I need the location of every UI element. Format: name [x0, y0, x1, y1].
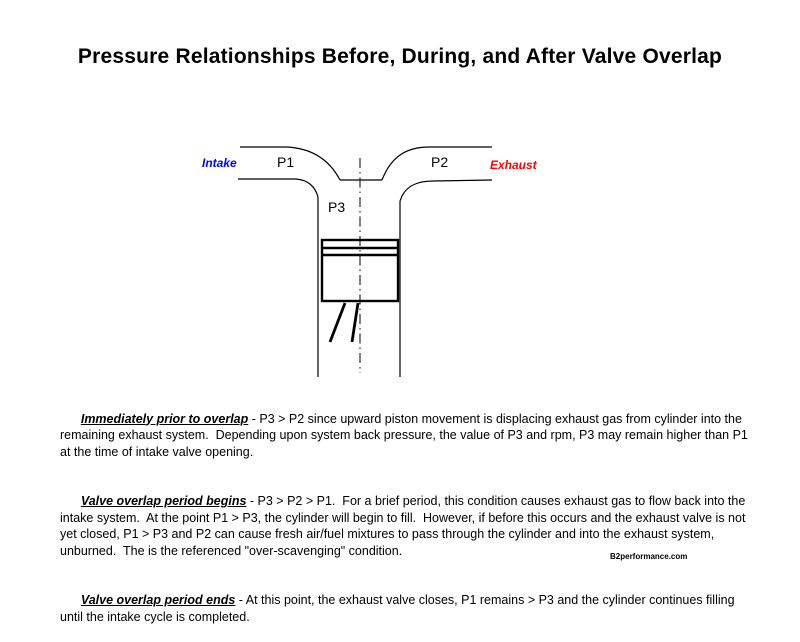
- slide-title: Pressure Relationships Before, During, and After Valve Overlap: [77, 45, 723, 68]
- connecting-rod-right-edge: [352, 303, 358, 342]
- footer-credit: B2performance.com: [610, 552, 688, 561]
- intake-port-lower-line: [238, 179, 318, 197]
- intake-label: Intake: [202, 156, 237, 170]
- paragraph-body: - P3 > P2 > P1. For a brief period, this condition causes exhaust gas to flow back into the intake system. At the point P1 > P3, the cylinder will begin to fill. However, if before this occurs and the exhaust valve is not yet closed, P1 > P3 and P2 can cause fresh air/fuel mixtures to pass through the cylinder and into the exhaust system, unburned. The is the referenced "over-scavenging" condition.: [60, 494, 749, 558]
- p1-label: P1: [277, 154, 295, 170]
- connecting-rod-left-edge: [330, 303, 345, 342]
- paragraph-prior-to-overlap: [60, 394, 750, 477]
- paragraph-heading: Valve overlap period ends: [80, 593, 236, 607]
- paragraph-heading: Valve overlap period begins: [80, 494, 247, 508]
- paragraph-body: - At this point, the exhaust valve closes, P1 remains > P3 and the cylinder continues filling until the intake cycle is completed.: [60, 593, 739, 624]
- exhaust-port-lower-line: [400, 180, 492, 201]
- p3-label: P3: [328, 199, 346, 215]
- explanation-text: [60, 394, 750, 642]
- exhaust-label: Exhaust: [490, 158, 537, 172]
- paragraph-heading: Immediately prior to overlap: [80, 411, 249, 426]
- paragraph-body: - P3 > P2 since upward piston movement is displacing exhaust gas from cylinder into the remaining exhaust system. Depending upon system back pressure, the value of P3 and rpm, P3 may remain higher than P1 at the time of intake valve opening.: [60, 411, 752, 459]
- paragraph-overlap-ends: [60, 576, 750, 642]
- p2-label: P2: [431, 154, 449, 170]
